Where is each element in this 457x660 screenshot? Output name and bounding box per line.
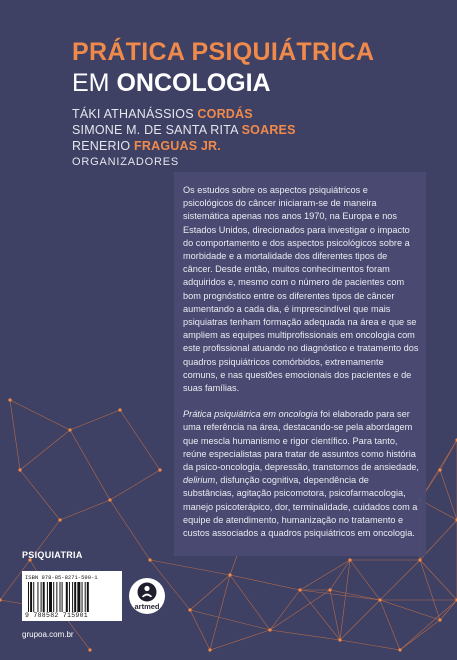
- organizers-label: ORGANIZADORES: [72, 156, 179, 168]
- title-line-1: PRÁTICA PSIQUIÁTRICA: [72, 38, 375, 66]
- book-title: [72, 40, 374, 96]
- synopsis-paragraph-2: Prática psiquiátrica em oncologia foi elaborado para ser uma referência na área, destacando-se pela abordagem que mescla humanismo e rigor científico. Para tanto, reúne especialistas para tratar de assuntos como história da psico-oncologia, depressão, transtornos de ansiedade, delirium, disfunção cognitiva, dependência de substâncias, agitação psicomotora, psicofarmacologia, manejo psicoterápico, dor, terminalidade, cuidados com a equipe de atendimento, humanização no tratamento e custos associados a quadros psiquiátricos em oncologia.: [183, 409, 419, 539]
- author-3: RENERIO FRAGUAS JR.: [72, 139, 221, 153]
- author-2: SIMONE M. DE SANTA RITA SOARES: [72, 123, 296, 137]
- isbn-text: ISBN 978-85-8271-590-1: [25, 574, 98, 581]
- author-1: TÁKI ATHANÁSSIOS CORDÁS: [72, 107, 253, 121]
- synopsis-text: [183, 184, 419, 553]
- publisher-name: artmed: [134, 602, 160, 611]
- authors-block: [72, 106, 296, 170]
- barcode-digits: 9 788582 715901: [25, 612, 89, 619]
- synopsis-paragraph-1: Os estudos sobre os aspectos psiquiátricos e psicológicos do câncer iniciaram-se de maneira sistemática apenas nos anos 1970, na Europa e nos Estados Unidos, direcionados para investigar o impacto do comportamento e dos aspectos psicológicos sobre a morbidade e a mortalidade dos diferentes tipos de câncer. Desde então, muitos conhecimentos foram adquiridos e, mesmo com o número de pacientes com bom prognóstico entre os diferentes tipos de câncer aumentando a cada dia, é imprescindível que mais psiquiatras tenham formação adequada na área e que se ampliem as equipes multiprofissionais em oncologia com este profissional atuando no diagnóstico e tratamento dos quadros psiquiátricos comórbidos, extremamente comuns, e nas questões emocionais dos pacientes e de suas famílias.: [183, 185, 419, 394]
- title-line-2: EM ONCOLOGIA: [72, 69, 271, 97]
- person-icon: [137, 582, 157, 602]
- website-label: grupoa.com.br: [22, 630, 74, 639]
- barcode-bars: [28, 582, 116, 612]
- publisher-logo: [129, 578, 165, 614]
- barcode: [22, 571, 122, 621]
- category-label: PSIQUIATRIA: [22, 550, 83, 560]
